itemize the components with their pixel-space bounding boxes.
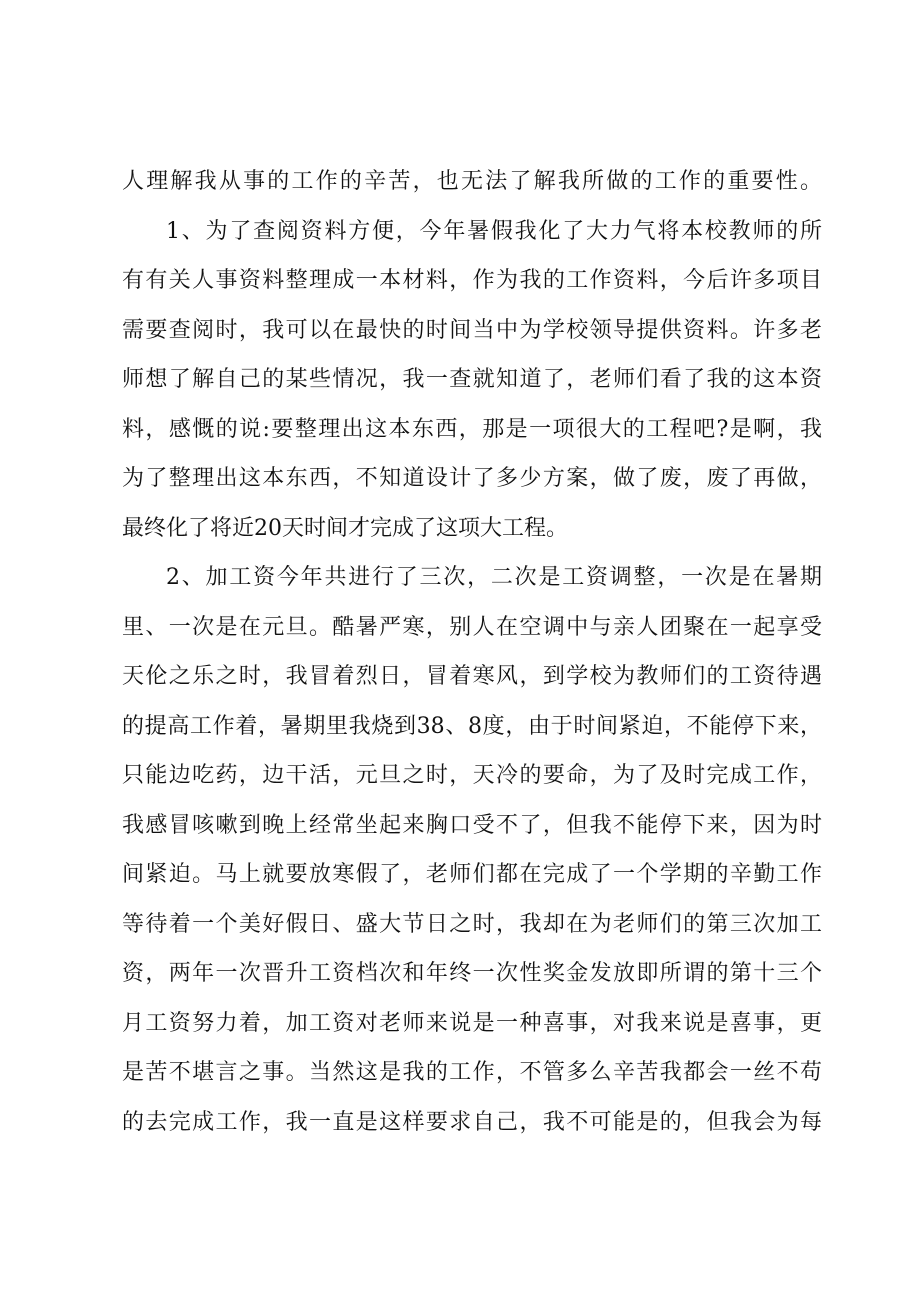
text-line: 月工资努力着，加工资对老师来说是一种喜事，对我来说是喜事，更: [122, 1010, 822, 1036]
text-line: 天伦之乐之时，我冒着烈日，冒着寒风，到学校为教师们的工资待遇: [122, 664, 822, 689]
text-line: 的提高工作着，暑期里我烧到38、8度，由于时间紧迫，不能停下来，: [122, 713, 822, 739]
text-line: 人理解我从事的工作的辛苦，也无法了解我所做的工作的重要性。: [122, 169, 822, 194]
text-line: 有有关人事资料整理成一本材料，作为我的工作资料，今后许多项目: [122, 268, 822, 293]
text-line: 1、为了查阅资料方便，今年暑假我化了大力气将本校教师的所: [166, 218, 822, 244]
text-line: 里、一次是在元旦。酷暑严寒，别人在空调中与亲人团聚在一起享受: [122, 614, 822, 640]
text-line: 是苦不堪言之事。当然这是我的工作，不管多么辛苦我都会一丝不苟: [122, 1060, 822, 1085]
text-line: 资，两年一次晋升工资档次和年终一次性奖金发放即所谓的第十三个: [122, 961, 822, 986]
text-line: 2、加工资今年共进行了三次，二次是工资调整，一次是在暑期: [166, 565, 822, 590]
text-line: 师想了解自己的某些情况，我一查就知道了，老师们看了我的这本资: [122, 367, 822, 392]
text-line: 我感冒咳嗽到晚上经常坐起来胸口受不了，但我不能停下来，因为时: [122, 812, 822, 838]
text-line: 最终化了将近20天时间才完成了这项大工程。: [122, 515, 568, 541]
body-text: [122, 157, 822, 1147]
text-line: 间紧迫。马上就要放寒假了，老师们都在完成了一个学期的辛勤工作: [122, 862, 822, 887]
text-line: 只能边吃药，边干活，元旦之时，天冷的要命，为了及时完成工作，: [122, 763, 822, 788]
text-line: 需要查阅时，我可以在最快的时间当中为学校领导提供资料。许多老: [122, 317, 822, 343]
text-line: 为了整理出这本东西，不知道设计了多少方案，做了废，废了再做，: [122, 466, 822, 491]
text-line: 等待着一个美好假日、盛大节日之时，我却在为老师们的第三次加工: [122, 911, 822, 937]
text-line: 料，感慨的说:要整理出这本东西，那是一项很大的工程吧?是啊，我: [122, 416, 822, 442]
text-line: 的去完成工作，我一直是这样要求自己，我不可能是的，但我会为每: [122, 1109, 822, 1135]
